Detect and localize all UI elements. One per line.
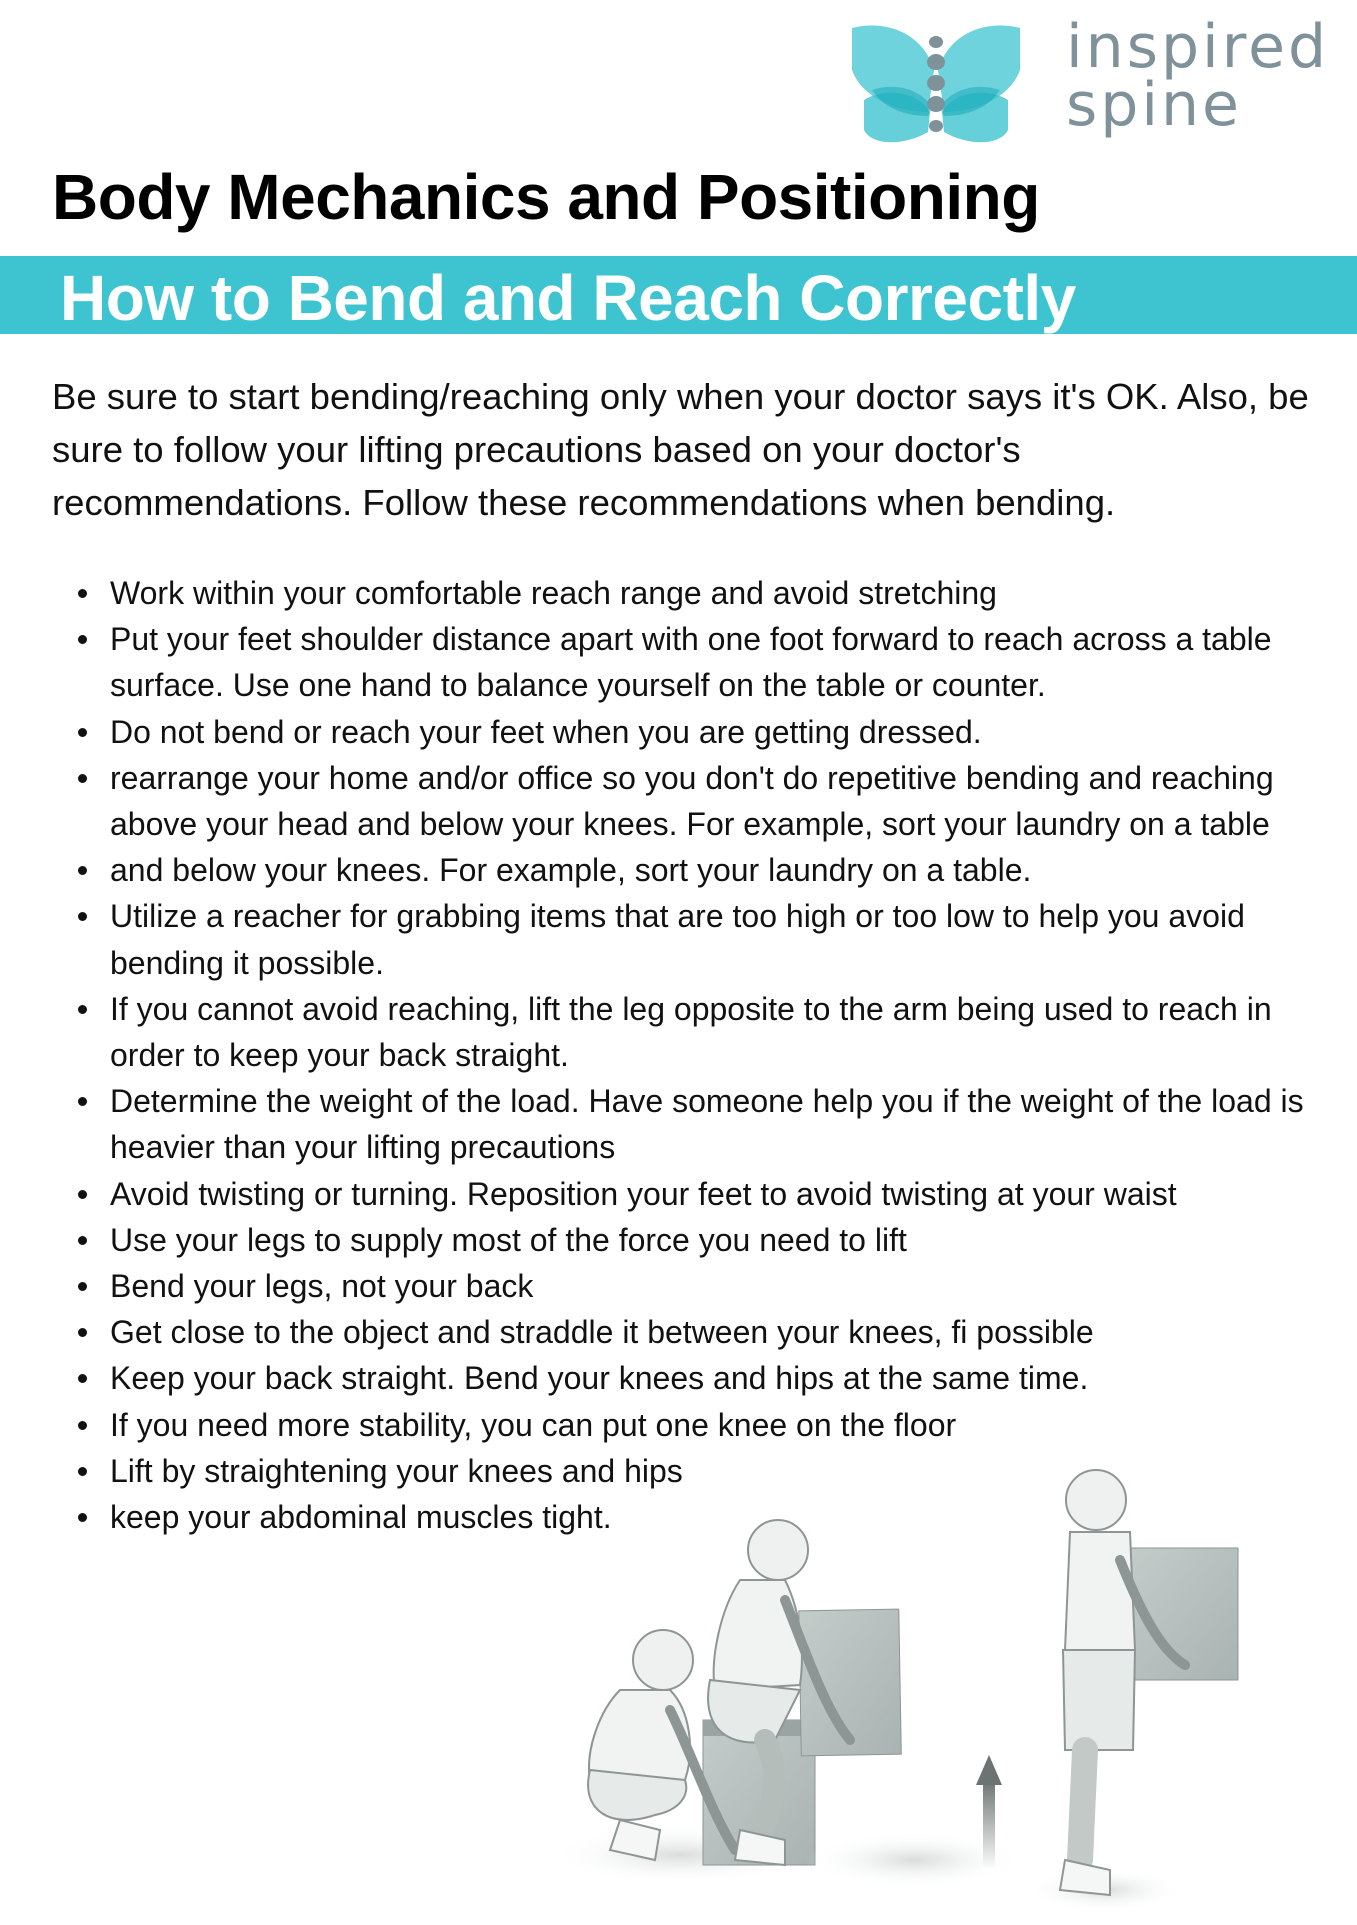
list-item: Do not bend or reach your feet when you are getting dressed. [52,709,1342,755]
lifting-figures-icon [560,1450,1357,1920]
page-subtitle: How to Bend and Reach Correctly [60,262,1076,334]
list-item: keep your abdominal muscles tight. [52,1494,1342,1540]
list-item: Put your feet shoulder distance apart with one foot forward to reach across a table surface. Use one hand to balance yourself on the table or counter. [52,616,1342,708]
list-item: Utilize a reacher for grabbing items that are too high or too low to help you avoid bending it possible. [52,893,1342,985]
list-item: Keep your back straight. Bend your knees and hips at the same time. [52,1355,1342,1401]
list-item: Determine the weight of the load. Have someone help you if the weight of the load is heavier than your lifting precautions [52,1078,1342,1170]
intro-paragraph: Be sure to start bending/reaching only when your doctor says it's OK. Also, be sure to follow your lifting precautions based on your doctor's recommendations. Follow these recommendations when bending. [52,376,1309,523]
list-item: rearrange your home and/or office so you don't do repetitive bending and reaching above your head and below your knees. For example, sort your laundry on a table [52,755,1342,847]
list-item: Work within your comfortable reach range and avoid stretching [52,570,1342,616]
brand-line-1: inspired [1066,12,1330,82]
list-item: and below your knees. For example, sort your laundry on a table. [52,847,1342,893]
list-item: Lift by straightening your knees and hips [52,1448,1342,1494]
butterfly-spine-icon [842,20,1030,148]
brand-logo [842,12,1330,146]
brand-line-2: spine [1066,70,1242,140]
list-item: Bend your legs, not your back [52,1263,1342,1309]
list-item: Use your legs to supply most of the force you need to lift [52,1217,1342,1263]
list-item: If you cannot avoid reaching, lift the leg opposite to the arm being used to reach in order to keep your back straight. [52,986,1342,1078]
page-title: Body Mechanics and Positioning [52,161,1040,233]
subtitle-banner [0,256,1357,334]
list-item: Get close to the object and straddle it between your knees, fi possible [52,1309,1342,1355]
list-item: If you need more stability, you can put one knee on the floor [52,1402,1342,1448]
lifting-sequence-illustration [560,1450,1357,1920]
tips-list [52,570,1342,1540]
brand-wordmark [1066,12,1330,140]
list-item: Avoid twisting or turning. Reposition your feet to avoid twisting at your waist [52,1171,1342,1217]
